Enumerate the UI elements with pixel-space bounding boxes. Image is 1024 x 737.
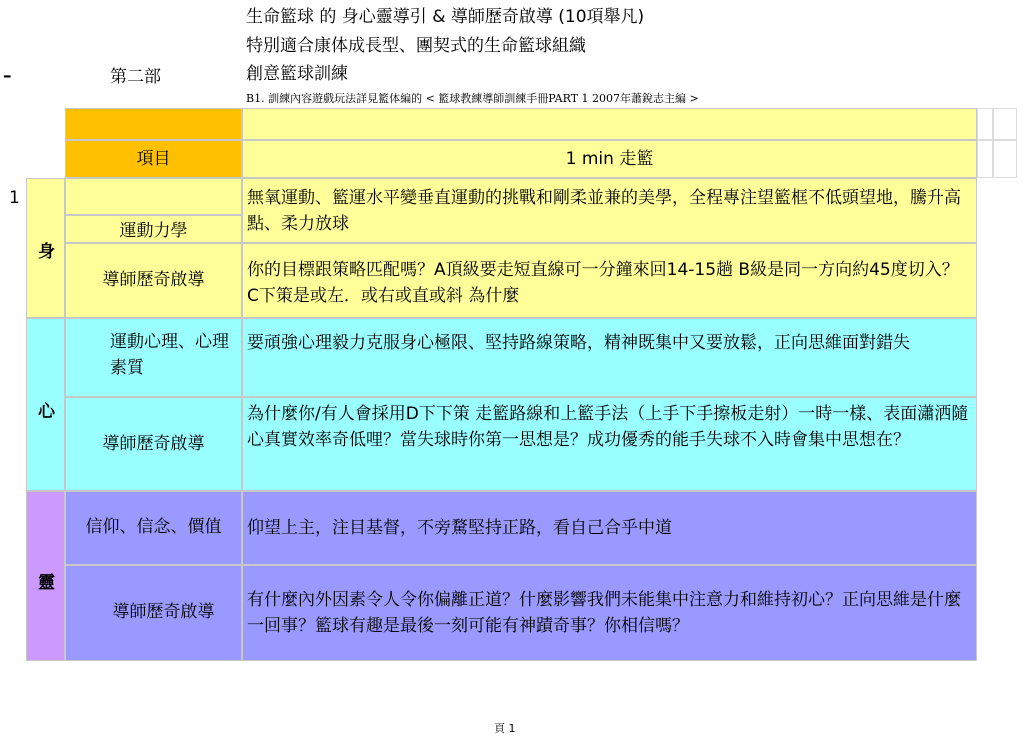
text-cell [242,491,977,565]
label-cell [65,397,242,491]
text-cell [242,397,977,491]
row-label: 導師歷奇啟導 [102,434,205,454]
header-line1: 生命籃球 的 身心靈導引 & 導師歷奇啟導 (10項舉凡) [246,7,645,27]
section-body [26,178,65,318]
label-cell [65,565,242,661]
activity-title: 1 min 走籃 [565,149,654,169]
row-text: 你的目標跟策略匹配嗎？A頂級要走短直線可一分鐘來回14-15趟 B級是同一方向約45度切入？C下策是或左．或右或直或斜 為什麼 [247,260,959,306]
row-label: 運動心理、心理素質 [110,332,229,378]
row-label: 信仰、信念、價值 [85,517,222,537]
row-label: 導師歷奇啟導 [112,602,215,622]
header-blank-yellow [242,108,977,140]
section-spirit-label: 靈 [38,573,55,593]
row-text: 為什麼你/有人會採用D下下策 走籃路線和上籃手法（上手下手擦板走射）一時一樣、表面瀟洒隨心真實效率奇低哩？當失球時你第一思想是？成功優秀的能手失球不入時會集中思想在？ [247,404,969,450]
label-cell [65,243,242,318]
row-text: 有什麼內外因素令人令你偏離正道？什麼影響我們未能集中注意力和維持初心？正向思維是什麼一回事？籃球有趣是最後一刻可能有神蹟奇事？你相信嗎？ [247,590,961,636]
section-mind [26,318,65,491]
header-line2: 特別適合康体成長型、團契式的生命籃球組織 [246,36,586,56]
dash-mark: – [3,66,12,86]
item-label: 項目 [136,149,171,169]
label-cell [65,491,242,565]
row-text: 要頑強心理毅力克服身心極限、堅持路線策略，精神既集中又要放鬆，正向思維面對錯失 [247,333,910,353]
text-cell [242,243,977,318]
header-line3: 創意籃球訓練 [246,64,348,84]
text-cell [242,565,977,661]
page-number: 頁 1 [494,722,516,735]
row-label: 運動力學 [119,221,188,241]
header-blank-orange [65,108,242,140]
label-cell [65,318,242,397]
label-cell [65,215,242,243]
ghost-cell [993,140,1017,178]
row-text: 無氧運動、籃運水平變垂直運動的挑戰和剛柔並兼的美學，全程專注望籃框不低頭望地，騰升高點、柔力放球 [247,188,961,234]
ghost-cell [977,108,993,140]
ghost-cell [977,140,993,178]
section-body-label: 身 [38,242,55,262]
header-reference: B1. 訓練內容遊戲玩法詳見籃体編的 < 籃球教練導師訓練手冊PART 1 2007年蕭銳志主編 > [246,92,699,105]
row-label: 導師歷奇啟導 [102,270,205,290]
section-mind-label: 心 [38,402,55,422]
section-spirit [26,491,65,661]
item-label-cell [65,140,242,178]
row-number: 1 [9,188,20,208]
text-cell [242,318,977,397]
row-text: 仰望上主，注目基督，不旁騖堅持正路，看自己合乎中道 [247,518,672,538]
part-label: 第二部 [110,67,161,87]
activity-cell [242,140,977,178]
label-cell-blank [65,178,242,215]
text-cell [242,178,977,243]
ghost-cell [993,108,1017,140]
